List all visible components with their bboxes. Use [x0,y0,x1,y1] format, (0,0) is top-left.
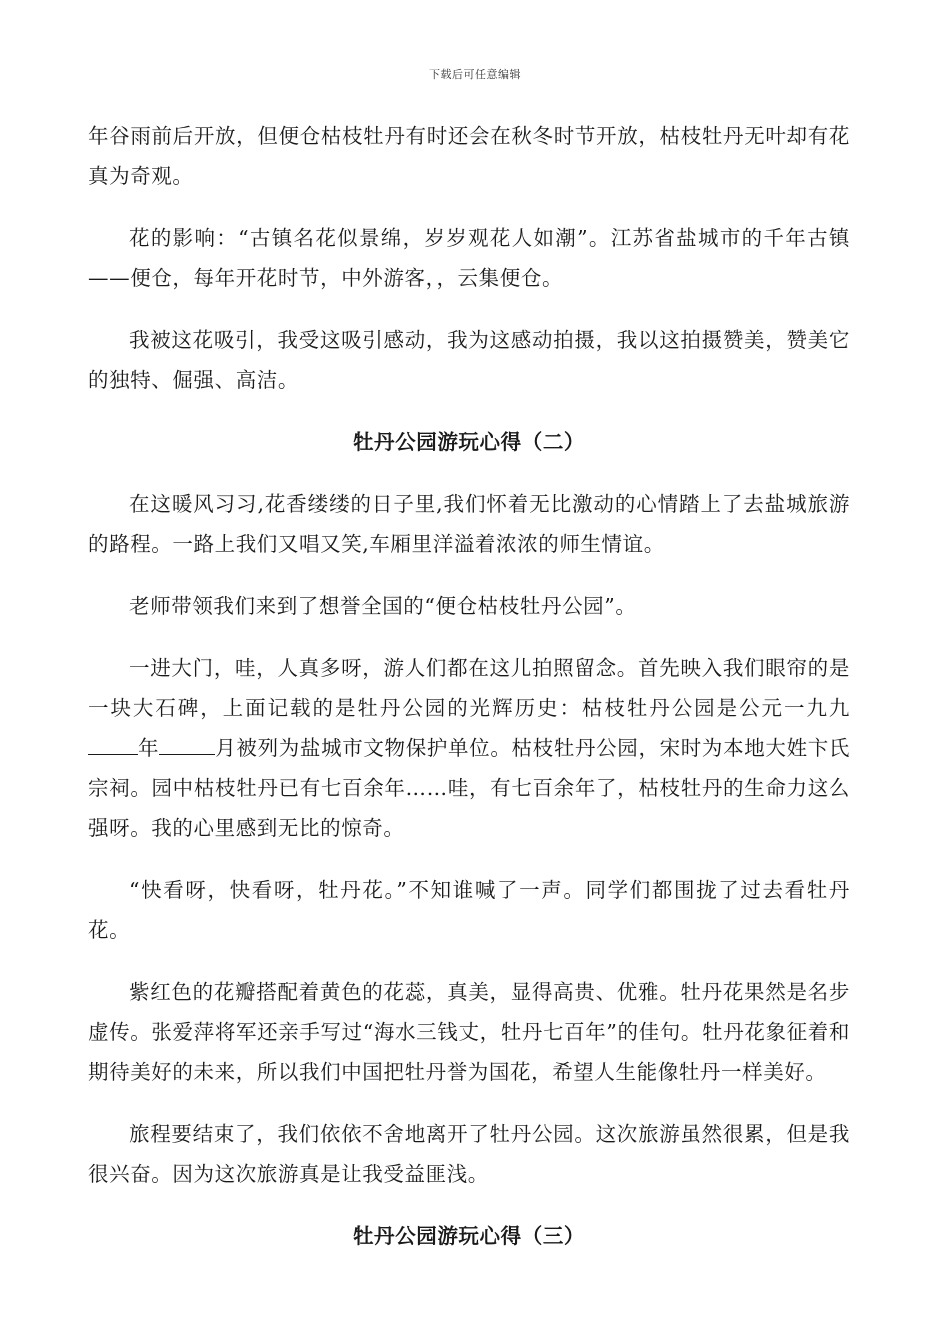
paragraph-text-part: 一进大门，哇，人真多呀，游人们都在这儿拍照留念。首先映入我们眼帘的是一块大石碑，上面记载的是牡丹公园的光辉历史：枯枝牡丹公园是公元一九九 [88,656,850,720]
paragraph: 紫红色的花瓣搭配着黄色的花蕊，真美，显得高贵、优雅。牡丹花果然是名步虚传。张爱萍将军还亲手写过“海水三钱丈，牡丹七百年”的佳句。牡丹花象征着和期待美好的未来，所以我们中国把牡丹誉为国花，希望人生能像牡丹一样美好。 [88,980,850,1084]
header-note: 下载后可任意编辑 [429,68,521,81]
paragraph-text-part: 年 [138,736,160,760]
paragraph-with-blanks [88,648,850,848]
paragraph: “快看呀，快看呀，牡丹花。”不知谁喊了一声。同学们都围拢了过去看牡丹花。 [88,878,850,942]
section-heading: 牡丹公园游玩心得（三） [352,1224,586,1248]
paragraph: 老师带领我们来到了想誉全国的“便仓枯枝牡丹公园”。 [129,594,637,618]
paragraph-text-part: 月被列为盐城市文物保护单位。枯枝牡丹公园，宋时为本地大姓卞氏宗祠。园中枯枝牡丹已有七百余年……哇，有七百余年了，枯枝牡丹的生命力这么强呀。我的心里感到无比的惊奇。 [88,736,850,840]
document-body [88,116,850,1278]
paragraph: 旅程要结束了，我们依依不舍地离开了牡丹公园。这次旅游虽然很累，但是我很兴奋。因为这次旅游真是让我受益匪浅。 [88,1122,850,1186]
fill-blank [88,734,138,756]
paragraph: 我被这花吸引，我受这吸引感动，我为这感动拍摄，我以这拍摄赞美，赞美它的独特、倔强、高洁。 [88,328,850,392]
paragraph: 在这暖风习习,花香缕缕的日子里,我们怀着无比激动的心情踏上了去盐城旅游的路程。一路上我们又唱又笑,车厢里洋溢着浓浓的师生情谊。 [88,492,850,556]
paragraph: 花的影响：“古镇名花似景绵，岁岁观花人如潮”。江苏省盐城市的千年古镇——便仓，每年开花时节，中外游客，，云集便仓。 [88,226,850,290]
fill-blank [159,734,215,756]
paragraph: 年谷雨前后开放，但便仓枯枝牡丹有时还会在秋冬时节开放，枯枝牡丹无叶却有花真为奇观。 [88,124,850,188]
section-heading: 牡丹公园游玩心得（二） [352,430,586,454]
